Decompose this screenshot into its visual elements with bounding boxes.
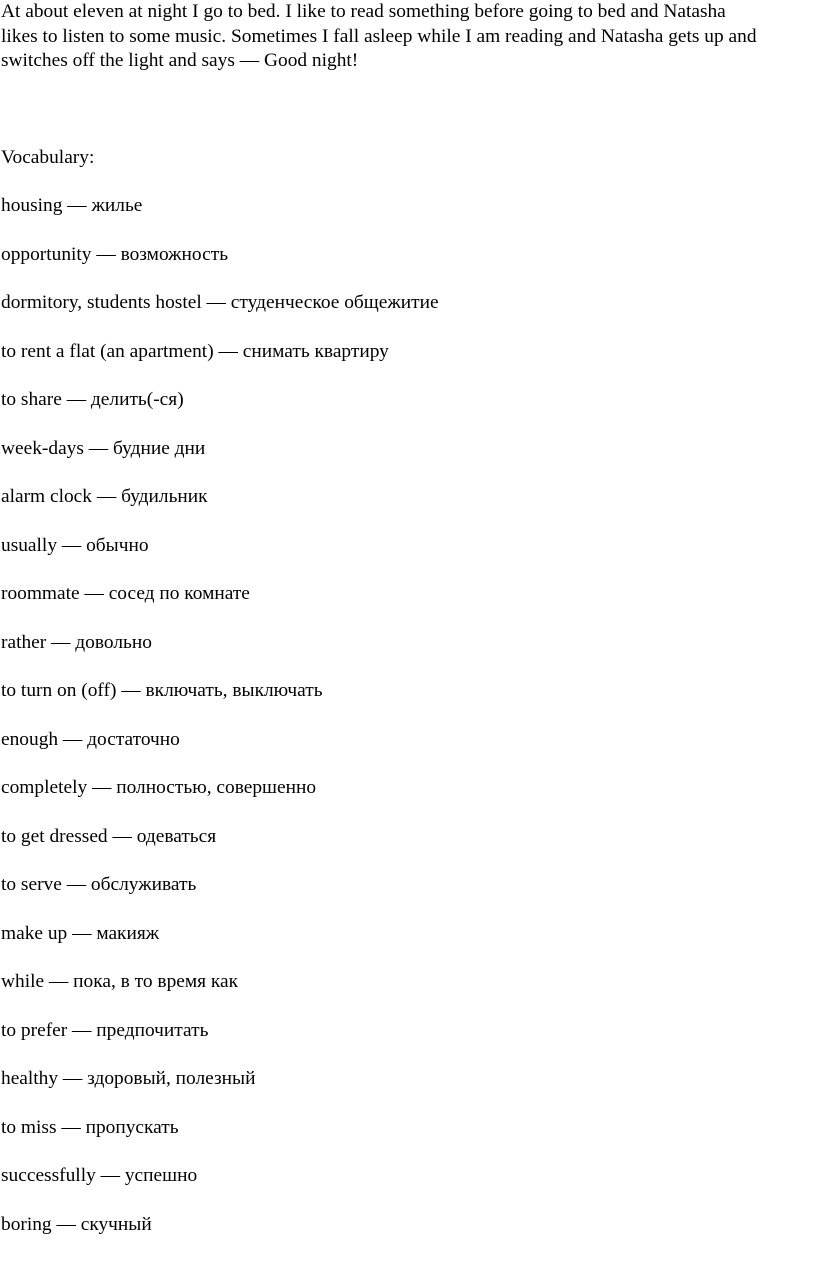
vocabulary-item: make up — макияж (1, 922, 160, 944)
vocabulary-item: to share — делить(-ся) (1, 389, 184, 410)
vocabulary-item: successfully — успешно (1, 1165, 198, 1186)
vocabulary-item: boring — скучный (1, 1213, 152, 1235)
vocabulary-item: to turn on (off) — включать, выключать (1, 680, 323, 701)
vocabulary-item: healthy — здоровый, полезный (1, 1068, 256, 1089)
vocabulary-item: usually — обычно (1, 534, 149, 556)
vocabulary-item: opportunity — возможность (1, 243, 229, 265)
intro-line: likes to listen to some music. Sometimes I fall asleep while I am reading and Natasha gets up and (1, 25, 757, 47)
vocabulary-item: dormitory, students hostel — студенческое общежитие (1, 292, 439, 313)
intro-line: switches off the light and says — Good night! (1, 50, 359, 71)
vocabulary-item: while — пока, в то время как (1, 971, 239, 992)
vocabulary-item: to rent a flat (an apartment) — снимать квартиру (1, 340, 389, 362)
vocabulary-item: enough — достаточно (1, 728, 180, 750)
vocabulary-item: to serve — обслуживать (1, 874, 197, 895)
vocabulary-item: completely — полностью, совершенно (1, 777, 317, 798)
vocabulary-item: housing — жилье (1, 195, 143, 216)
intro-paragraph (1, 0, 813, 74)
vocabulary-item: to prefer — предпочитать (1, 1019, 209, 1041)
vocabulary-item: week-days — будние дни (1, 437, 206, 459)
vocabulary-heading: Vocabulary: (1, 147, 95, 168)
vocabulary-item: alarm clock — будильник (1, 486, 208, 507)
vocabulary-list (1, 194, 439, 1261)
vocabulary-item: to miss — пропускать (1, 1116, 179, 1138)
vocabulary-item: to get dressed — одеваться (1, 825, 217, 847)
intro-line: At about eleven at night I go to bed. I like to read something before going to bed and Natasha (1, 1, 726, 22)
vocabulary-item: roommate — сосед по комнате (1, 583, 250, 604)
vocabulary-item: rather — довольно (1, 631, 152, 653)
